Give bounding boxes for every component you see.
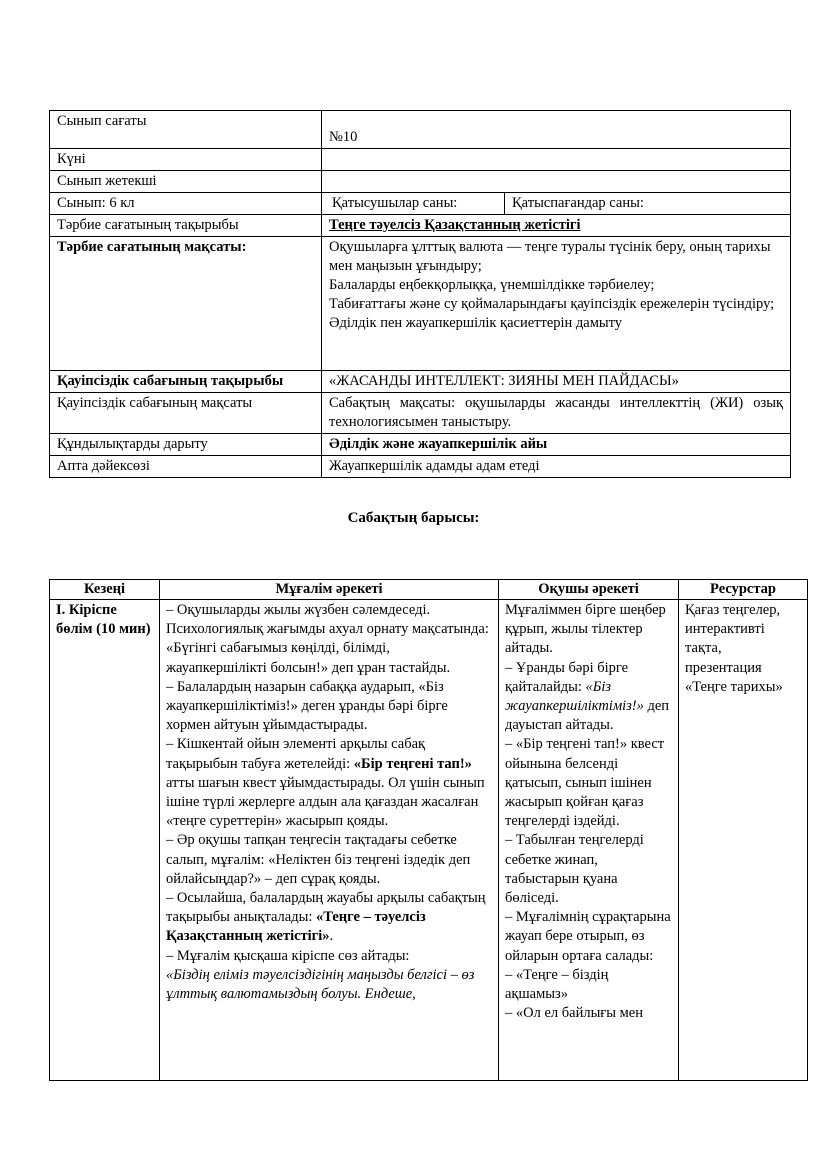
student-action-cell bbox=[499, 600, 679, 1081]
teacher-p6b: «Теңге – тәуелсіз Қазақстанның жетістігі» bbox=[166, 909, 426, 945]
stage-text: I. Кіріспе бөлім (10 мин) bbox=[56, 602, 151, 638]
col-stage-header: Кезеңі bbox=[50, 580, 160, 600]
student-s4: – Табылған теңгелерді себетке жинап, табыстарын қуана бөліседі. bbox=[505, 832, 644, 907]
teacher-p5: – Әр оқушы тапқан теңгесін тақтадағы себетке салып, мұғалім: «Неліктен біз теңгені іздедік деп ойлайсыңдар?» – деп сұрақ қояды. bbox=[166, 832, 471, 887]
lesson-table bbox=[49, 579, 808, 1081]
teacher-p4a: – Кішкентай ойын элементі арқылы сабақ тақырыбын табуға жетелейді: bbox=[166, 736, 426, 772]
teacher-p1: – Оқушыларды жылы жүзбен сәлемдеседі. Психологиялық жағымды ахуал орнату мақсатында: bbox=[166, 602, 489, 638]
goal-line: Әділдік пен жауапкершілік қасиеттерін дамыту bbox=[329, 315, 623, 331]
student-s2c: деп дауыстап айтады. bbox=[505, 698, 670, 734]
student-s2a: – Ұранды бәрі бірге қайталайды: bbox=[505, 659, 629, 695]
values-label: Құндылықтарды дарыту bbox=[50, 434, 322, 456]
student-s1: Мұғаліммен бірге шеңбер құрып, жылы тілектер айтады. bbox=[505, 602, 666, 657]
lesson-header-row bbox=[50, 580, 808, 600]
teacher-action-cell bbox=[160, 600, 499, 1081]
safety-goal-value: Сабақтың мақсаты: оқушыларды жасанды интеллекттің (ЖИ) озық технологиясымен таныстыру. bbox=[322, 393, 791, 434]
goal-label: Тәрбие сағатының мақсаты: bbox=[50, 237, 322, 371]
day-label: Күні bbox=[50, 149, 322, 171]
teacher-p8: «Біздің еліміз тәуелсіздігінің маңызды белгісі – өз ұлттық валютамыздың болуы. Ендеше, bbox=[166, 966, 475, 1003]
student-s2b: «Біз жауапкершіліктіміз!» bbox=[505, 678, 644, 715]
student-s6: – «Теңге – біздің ақшамыз» bbox=[505, 966, 609, 1003]
teacher-p4b: «Бір теңгені тап!» bbox=[353, 755, 472, 772]
topic-label: Тәрбие сағатының тақырыбы bbox=[50, 215, 322, 237]
student-s5: – Мұғалімнің сұрақтарына жауап бере отырып, өз ойларын ортаға салады: bbox=[505, 909, 671, 964]
teacher-p7: – Мұғалім қысқаша кіріспе сөз айтады: bbox=[166, 947, 410, 964]
values-value: Әділдік және жауапкершілік айы bbox=[322, 434, 791, 456]
safety-topic-row bbox=[50, 371, 791, 393]
safety-topic-value: «ЖАСАНДЫ ИНТЕЛЛЕКТ: ЗИЯНЫ МЕН ПАЙДАСЫ» bbox=[322, 371, 791, 393]
motto-value: Жауапкершілік адамды адам етеді bbox=[322, 456, 791, 478]
class-hour-label: Сынып сағаты bbox=[50, 111, 322, 149]
class-row bbox=[50, 193, 791, 215]
student-s7: – «Ол ел байлығы мен bbox=[505, 1005, 643, 1022]
teacher-label: Сынып жетекші bbox=[50, 171, 322, 193]
info-table bbox=[49, 110, 791, 478]
teacher-p2: «Бүгінгі сабағымыз көңілді, білімді, жауапкершілікті болсын!» деп ұран тастайды. bbox=[166, 640, 451, 676]
class-hour-row bbox=[50, 111, 791, 149]
safety-topic-label: Қауіпсіздік сабағының тақырыбы bbox=[50, 371, 322, 393]
goal-row bbox=[50, 237, 791, 371]
col-student-header: Оқушы әрекеті bbox=[499, 580, 679, 600]
safety-goal-label: Қауіпсіздік сабағының мақсаты bbox=[50, 393, 322, 434]
col-teacher-header: Мұғалім әрекеті bbox=[160, 580, 499, 600]
resources-text: Қағаз теңгелер, интерактивті тақта, презентация «Теңге тарихы» bbox=[685, 602, 783, 695]
motto-row bbox=[50, 456, 791, 478]
student-s3: – «Бір теңгені тап!» квест ойынына белсенді қатысып, сынып ішінен жасырып қойған қағаз теңгелерді іздейді. bbox=[505, 736, 665, 830]
col-resources-header: Ресурстар bbox=[679, 580, 808, 600]
teacher-p6a: – Осылайша, балалардың жауабы арқылы сабақтың тақырыбы анықталады: bbox=[166, 890, 486, 926]
topic-row bbox=[50, 215, 791, 237]
values-row bbox=[50, 434, 791, 456]
day-row bbox=[50, 149, 791, 171]
teacher-value bbox=[322, 171, 791, 193]
teacher-p6 bbox=[166, 889, 492, 947]
student-s2 bbox=[505, 659, 672, 736]
goal-value bbox=[322, 237, 791, 371]
stage-cell bbox=[50, 600, 160, 1081]
teacher-p3: – Балалардың назарын сабаққа аударып, «Біз жауапкершіліктіміз!» деген ұранды бәрі бірге хормен айтуын ұйымдастырады. bbox=[166, 678, 448, 734]
goal-line: Табиғаттағы және су қоймаларындағы қауіпсіздік ережелерін түсіндіру; bbox=[329, 296, 775, 312]
class-label: Сынып: 6 кл bbox=[50, 193, 322, 215]
absent-label: Қатыспағандар саны: bbox=[505, 193, 791, 215]
teacher-row bbox=[50, 171, 791, 193]
topic-value: Теңге тәуелсіз Қазақстанның жетістігі bbox=[322, 215, 791, 237]
class-hour-number-text: №10 bbox=[329, 129, 358, 145]
teacher-p4c: атты шағын квест ұйымдастырады. Ол үшін сынып ішіне түрлі жерлерге алдын ала қағаздан жасалған «теңге суреттерін» жасырып қояды. bbox=[166, 774, 485, 830]
present-label: Қатысушылар саны: bbox=[322, 193, 505, 215]
goal-line: Балаларды еңбекқорлыққа, үнемшілдікке тәрбиелеу; bbox=[329, 277, 655, 293]
lesson-heading: Сабақтың барысы: bbox=[347, 510, 480, 526]
teacher-p6c: . bbox=[329, 928, 334, 945]
day-value bbox=[322, 149, 791, 171]
teacher-p4 bbox=[166, 735, 492, 831]
goal-line: Оқушыларға ұлттық валюта — теңге туралы түсінік беру, оның тарихы мен маңызын ұғындыру; bbox=[329, 239, 771, 274]
class-hour-number bbox=[322, 111, 791, 149]
resources-cell bbox=[679, 600, 808, 1081]
lesson-row-intro bbox=[50, 600, 808, 1081]
safety-goal-row bbox=[50, 393, 791, 434]
motto-label: Апта дәйексөзі bbox=[50, 456, 322, 478]
